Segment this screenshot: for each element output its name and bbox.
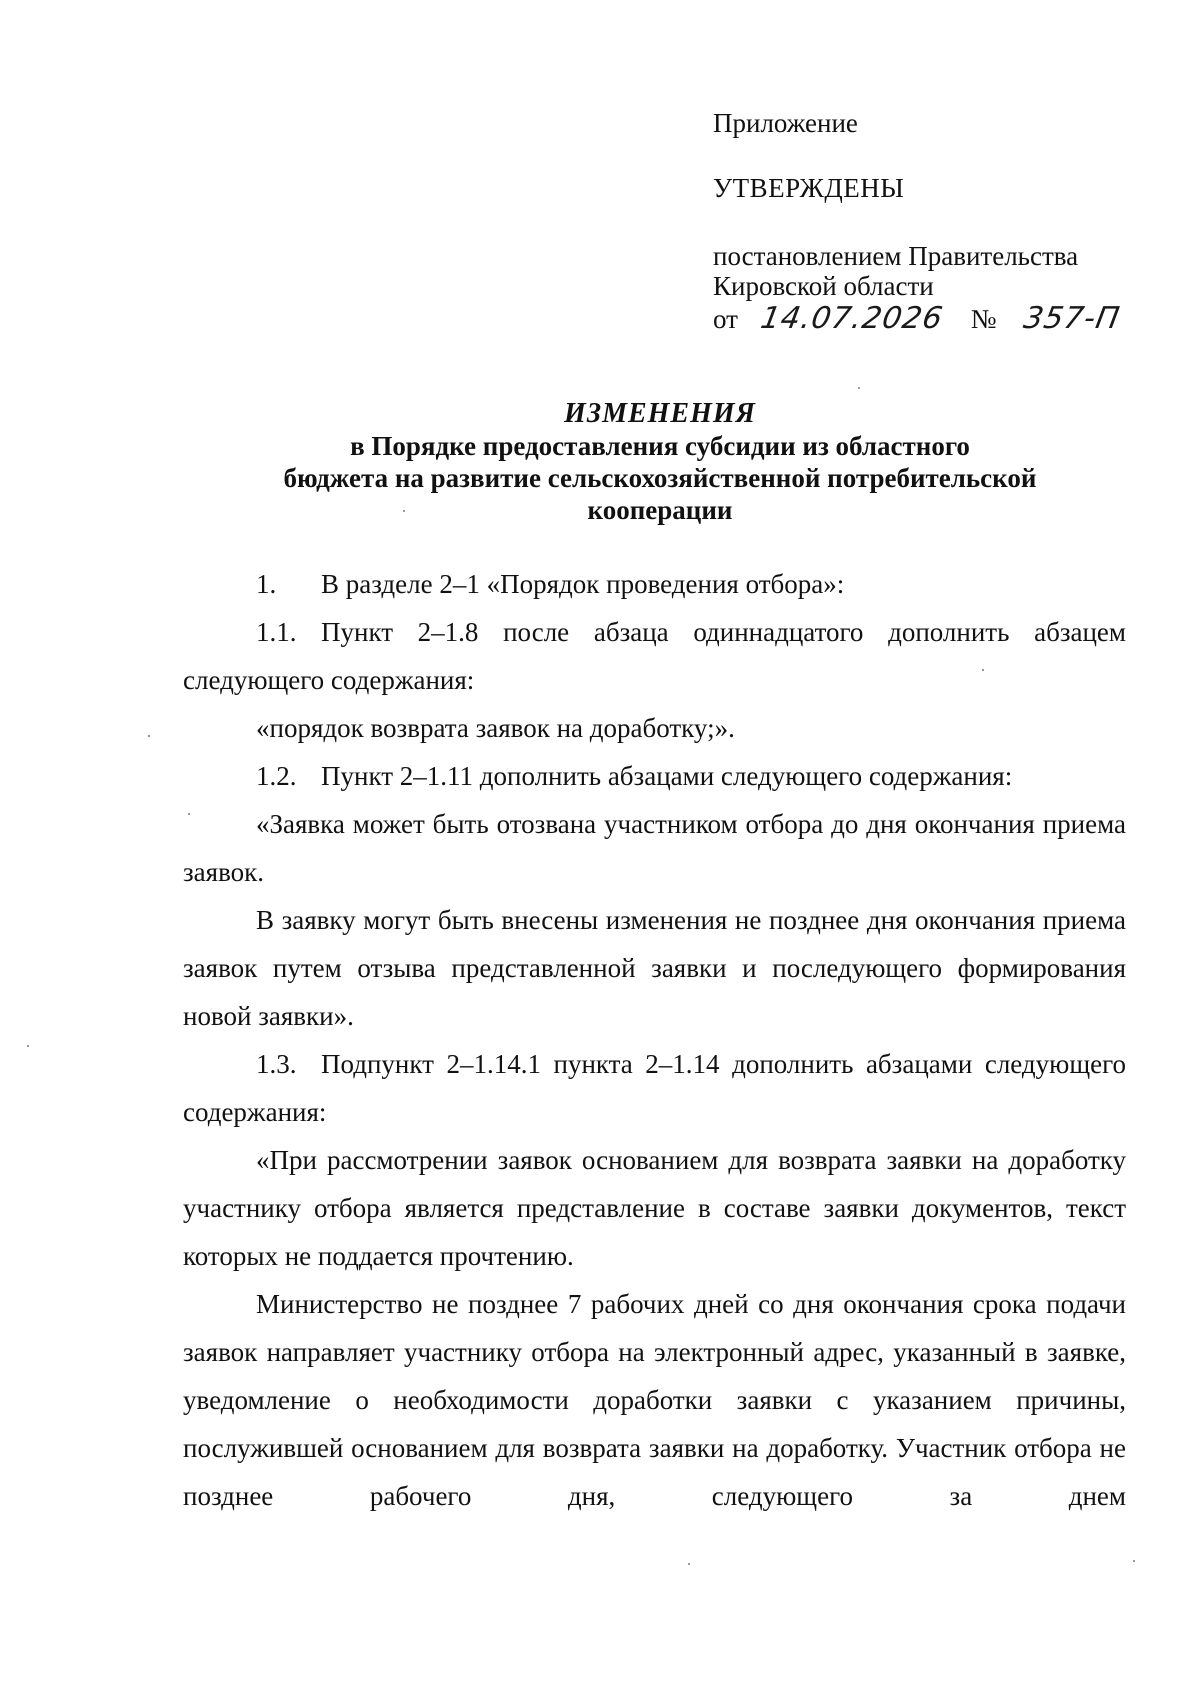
title-line-2: бюджета на развитие сельскохозяйственной потребительской xyxy=(283,463,1037,493)
item-1-2-text: Пункт 2–1.11 дополнить абзацами следующего содержания: xyxy=(321,761,1013,791)
scan-speck xyxy=(688,1563,690,1565)
handwritten-number: 357-П xyxy=(1020,301,1123,336)
item-1 xyxy=(183,560,1126,608)
approved-label: УТВЕРЖДЕНЫ xyxy=(713,173,905,203)
item-1-3-text: Подпункт 2–1.14.1 пункта 2–1.14 дополнить абзацами следующего содержания: xyxy=(183,1049,1126,1127)
appendix-label: Приложение xyxy=(713,108,858,138)
item-1-number: 1. xyxy=(256,569,277,599)
scan-speck xyxy=(403,510,405,512)
number-sign: № xyxy=(970,304,997,334)
scan-speck xyxy=(148,735,150,737)
decree-label: постановлением Правительства xyxy=(713,241,1079,271)
scan-speck xyxy=(1133,1560,1135,1562)
item-1-2-number: 1.2. xyxy=(256,761,297,791)
item-1-2-quote-2: В заявку могут быть внесены изменения не позднее дня окончания приема заявок путем отзыва представленной заявки и последующего формирования новой заявки». xyxy=(183,905,1126,1031)
item-1-1-text: Пункт 2–1.8 после абзаца одиннадцатого дополнить абзацем следующего содержания: xyxy=(183,617,1126,695)
item-1-3-quote-1: «При рассмотрении заявок основанием для возврата заявки на доработку участнику отбора является представление в составе заявки документов, текст которых не поддается прочтению. xyxy=(183,1145,1126,1271)
item-1-1 xyxy=(183,608,1126,704)
item-1-2-quote-1: «Заявка может быть отозвана участником отбора до дня окончания приема заявок. xyxy=(183,809,1126,887)
date-prefix: от xyxy=(713,304,738,334)
item-1-3-quote-2: Министерство не позднее 7 рабочих дней со дня окончания срока подачи заявок направляет участнику отбора на электронный адрес, указанный в заявке, уведомление о необходимости доработки заявки с указанием причины, послужившей основанием для возврата заявки на доработку. Участник отбора не позднее рабочего дня, следующего за днем xyxy=(183,1289,1126,1511)
decree-date-line xyxy=(713,301,1123,336)
item-1-2 xyxy=(183,752,1126,800)
document-title xyxy=(180,398,1140,526)
document-body xyxy=(183,560,1126,1520)
scan-speck xyxy=(982,669,984,671)
scan-speck xyxy=(27,1045,29,1047)
scan-speck xyxy=(858,387,860,389)
item-1-text: В разделе 2–1 «Порядок проведения отбора»: xyxy=(321,569,845,599)
item-1-3 xyxy=(183,1040,1126,1136)
item-1-3-number: 1.3. xyxy=(256,1049,297,1079)
title-main: ИЗМЕНЕНИЯ xyxy=(564,398,756,429)
item-1-1-quote: «порядок возврата заявок на доработку;». xyxy=(256,713,735,743)
title-line-1: в Порядке предоставления субсидии из областного xyxy=(350,431,970,461)
title-line-3: кооперации xyxy=(587,495,733,525)
item-1-1-number: 1.1. xyxy=(256,617,297,647)
region-label: Кировской области xyxy=(713,271,934,301)
handwritten-date: 14.07.2026 xyxy=(758,301,947,336)
scan-speck xyxy=(188,813,190,815)
